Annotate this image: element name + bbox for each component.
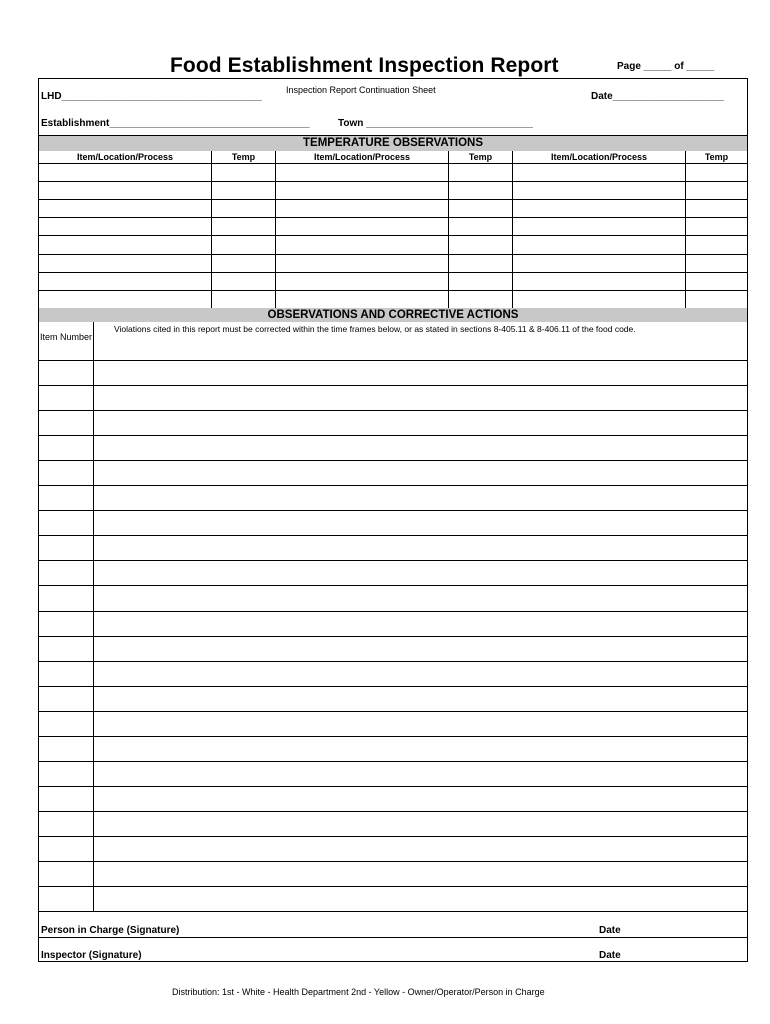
establishment-field[interactable]: Establishment____________________________________ bbox=[41, 118, 310, 129]
temp-row-line bbox=[39, 181, 747, 182]
temp-col-temp-1: Temp bbox=[231, 152, 256, 162]
person-in-charge-signature-label[interactable]: Person in Charge (Signature) bbox=[41, 925, 180, 936]
observation-row-line bbox=[39, 585, 747, 586]
observation-row-line bbox=[39, 385, 747, 386]
violations-note: Violations cited in this report must be corrected within the time frames below, or as stated in sections 8-405.11 & 8-406.11 of the food code. bbox=[114, 324, 636, 334]
temp-col-temp-2: Temp bbox=[468, 152, 493, 162]
observation-row-line bbox=[39, 811, 747, 812]
temp-col-temp-3: Temp bbox=[704, 152, 729, 162]
temperature-observations-header: TEMPERATURE OBSERVATIONS bbox=[39, 136, 747, 151]
observation-row-line bbox=[39, 360, 747, 361]
observation-row-line bbox=[39, 836, 747, 837]
divider bbox=[39, 937, 747, 938]
temp-row-line bbox=[39, 272, 747, 273]
form-frame bbox=[38, 78, 748, 962]
lhd-field[interactable]: LHD____________________________________ bbox=[41, 91, 262, 102]
observation-row-line bbox=[39, 911, 747, 912]
temp-column-line bbox=[448, 151, 449, 308]
observation-row-line bbox=[39, 560, 747, 561]
observation-row-line bbox=[39, 636, 747, 637]
observation-row-line bbox=[39, 460, 747, 461]
person-in-charge-date-label[interactable]: Date bbox=[599, 925, 621, 936]
observation-row-line bbox=[39, 711, 747, 712]
observation-row-line bbox=[39, 736, 747, 737]
temp-column-line bbox=[685, 151, 686, 308]
observation-row-line bbox=[39, 510, 747, 511]
temp-row-line bbox=[39, 254, 747, 255]
observation-row-line bbox=[39, 886, 747, 887]
temp-col-item-3: Item/Location/Process bbox=[550, 152, 648, 162]
observation-row-line bbox=[39, 861, 747, 862]
observation-row-line bbox=[39, 661, 747, 662]
temp-col-item-2: Item/Location/Process bbox=[313, 152, 411, 162]
observation-row-line bbox=[39, 535, 747, 536]
continuation-sheet-subtitle: Inspection Report Continuation Sheet bbox=[286, 85, 436, 95]
inspector-date-label[interactable]: Date bbox=[599, 950, 621, 961]
temp-row-line bbox=[39, 235, 747, 236]
temp-column-line bbox=[211, 151, 212, 308]
temp-column-line bbox=[512, 151, 513, 308]
observation-row-line bbox=[39, 435, 747, 436]
observation-row-line bbox=[39, 410, 747, 411]
temp-row-line bbox=[39, 163, 747, 164]
temp-column-line bbox=[275, 151, 276, 308]
page-number-field[interactable]: Page _____ of _____ bbox=[617, 61, 715, 72]
observation-row-line bbox=[39, 485, 747, 486]
observations-corrective-actions-header: OBSERVATIONS AND CORRECTIVE ACTIONS bbox=[39, 308, 747, 322]
item-number-column-line bbox=[93, 322, 94, 911]
temp-col-item-1: Item/Location/Process bbox=[76, 152, 174, 162]
observation-row-line bbox=[39, 786, 747, 787]
inspector-signature-label[interactable]: Inspector (Signature) bbox=[41, 950, 142, 961]
observation-row-line bbox=[39, 611, 747, 612]
town-field[interactable]: Town ______________________________ bbox=[338, 118, 533, 129]
observation-row-line bbox=[39, 761, 747, 762]
date-field[interactable]: Date____________________ bbox=[591, 91, 724, 102]
item-number-header: Item Number bbox=[40, 332, 93, 342]
temp-row-line bbox=[39, 290, 747, 291]
observation-row-line bbox=[39, 686, 747, 687]
distribution-note: Distribution: 1st - White - Health Department 2nd - Yellow - Owner/Operator/Person in Charge bbox=[172, 987, 545, 997]
temp-row-line bbox=[39, 199, 747, 200]
temp-row-line bbox=[39, 217, 747, 218]
report-title: Food Establishment Inspection Report bbox=[170, 54, 559, 77]
